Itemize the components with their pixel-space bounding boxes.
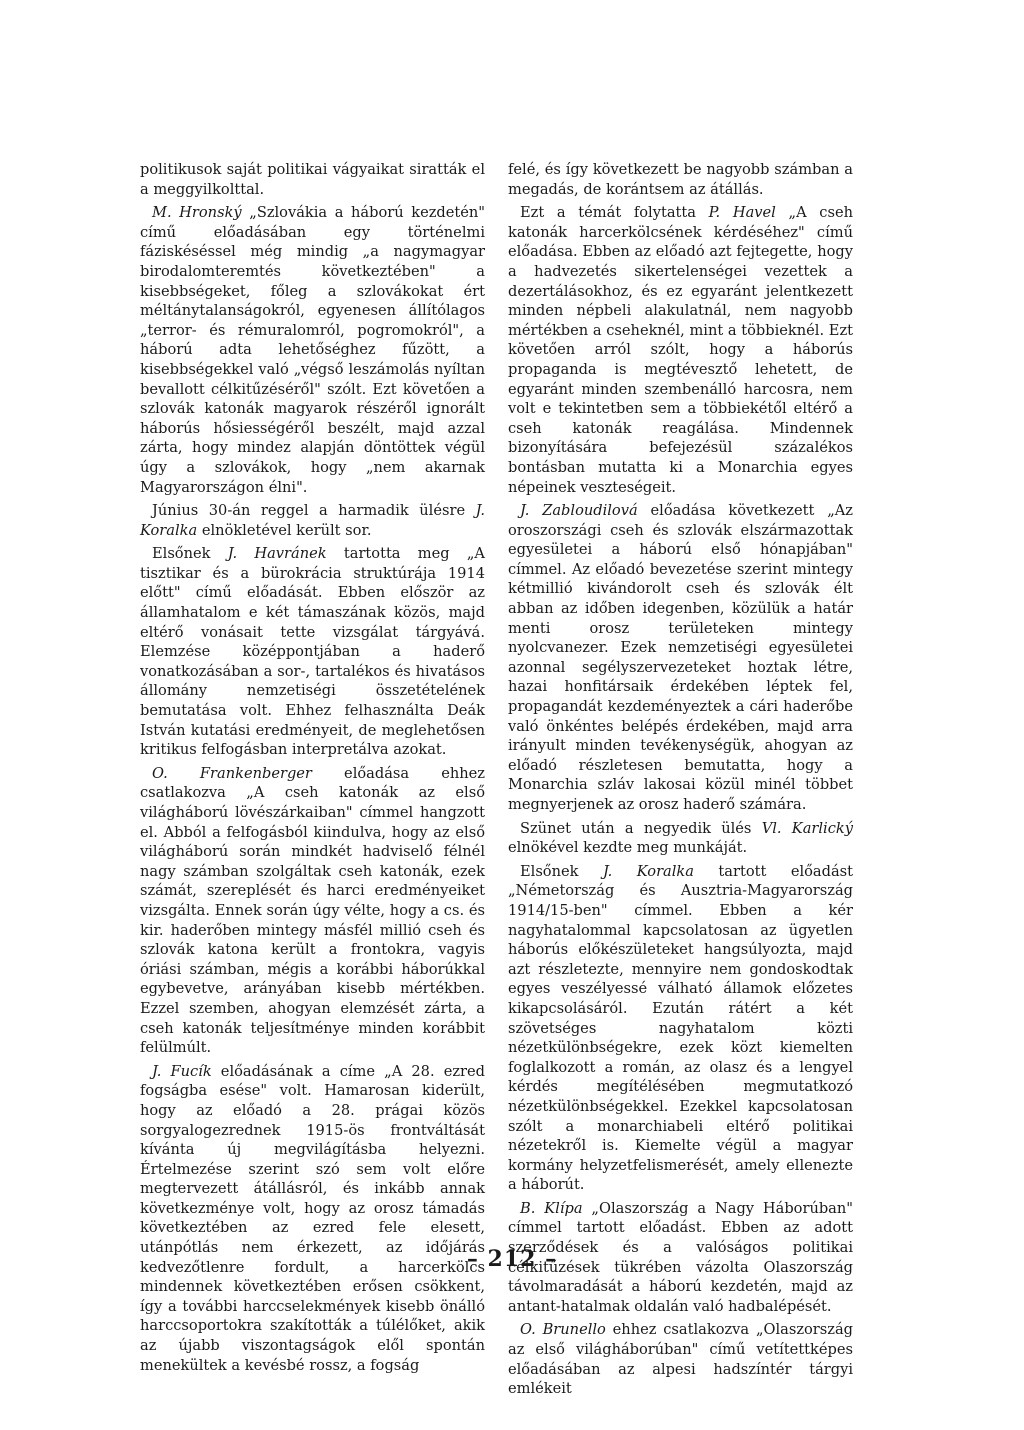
paragraph (140, 203, 485, 497)
paragraph-text: „Olaszország a Nagy Háborúban" címmel tartott előadást. Ebben az adott szerződések és a valóságos politikai célkitűzések tükrében vázolta Olaszország távolmaradását a háború kezdetén, majd az antant-hatalmak oldalán való hadbalépését. (508, 1199, 853, 1315)
paragraph (508, 160, 853, 199)
paragraph (140, 764, 485, 1058)
paragraph-text: elnökével kezdte meg munkáját. (508, 839, 748, 857)
paragraph-text: felé, és így következett be nagyobb számban a megadás, de korántsem az átállás. (508, 161, 853, 198)
author-name: O. Brunello (520, 1321, 606, 1339)
paragraph-text: ehhez csatlakozva „Olaszország az első világháborúban" című vetítettképes előadásában az alpesi hadszíntér tárgyi emlékeit (508, 1321, 853, 1398)
author-name: B. Klípa (520, 1199, 583, 1217)
left-column (140, 160, 485, 1379)
paragraph (140, 544, 485, 760)
paragraph-text: Elsőnek (520, 862, 603, 880)
paragraph-text: Elsőnek (152, 545, 228, 563)
paragraph-text: Szünet után a negyedik ülés (520, 819, 762, 837)
paragraph (140, 160, 485, 199)
paragraph-text: előadása következett „Az oroszországi cseh és szlovák elszármazottak egyesületei a háború első hónapjában" címmel. Az előadó bevezetése szerint mintegy kétmillió kivándorolt cseh és szlovák élt abban az időben idegenben, közülük a határ menti orosz területeken mintegy nyolcvanezer. Ezek nemzetiségi egyesületei azonnal segélyszervezeteket hoztak létre, hazai honfitársaik érdekében léptek fel, propagandát kezdeményeztek a cári haderőbe való önkéntes belépés érdekében, majd arra irányult minden tevékenységük, ahogyan az előadó részletesen bemutatta, hogy a Monarchia szláv lakosai közül minél többet megnyerjenek az orosz haderő számára. (508, 502, 853, 813)
author-name: J. Koralka (602, 862, 694, 880)
paragraph-text: „Szlovákia a háború kezdetén" című előadásában egy történelmi fáziskéséssel még mindig „a nagymagyar birodalomteremtés következtében" a kisebbségeket, főleg a szlovákokat ért méltánytalanságokról, egyenesen állítólagos „terror- és rémuralomról, pogromokról", a háború adta lehetőséghez fűzött, a kisebbségekkel való „végső leszámolás nyíltan bevallott célkitűzéséről" szólt. Ezt követően a szlovák katonák magyarok részéről ignorált háborús hősiességéről beszélt, majd azzal zárta, hogy mindez alapján döntöttek végül úgy a szlovákok, hogy „nem akarnak Magyarországon élni". (140, 204, 485, 496)
paragraph-text: elnökletével került sor. (197, 521, 372, 539)
paragraph (508, 1320, 853, 1398)
paragraph (508, 862, 853, 1195)
paragraph (508, 819, 853, 858)
author-name: J. Fucík (152, 1062, 212, 1080)
paragraph-text: előadása ehhez csatlakozva „A cseh katonák az első világháború lövészárkaiban" címmel hangzott el. Abból a felfogásból kiindulva, hogy az első világháború során mindkét hadviselő félnél nagy számban szolgáltak cseh katonák, ezek számát, szereplését és harci eredményeiket vizsgálta. Ennek során úgy vélte, hogy a cs. és kir. haderőben mintegy másfél millió cseh és szlovák katona került a frontokra, vagyis óriási számban, mégis a korábbi háborúkkal egybevetve, arányában kisebb mértékben. Ezzel szemben, ahogyan elemzését zárta, a cseh katonák teljesítménye minden korábbit felülmúlt. (140, 764, 485, 1057)
paragraph-text: Ezt a témát folytatta (520, 204, 709, 222)
paragraph (508, 203, 853, 497)
paragraph (140, 1062, 485, 1376)
paragraph-text: tartott előadást „Németország és Ausztria-Magyarország 1914/15-ben" címmel. Ebben a kér nagyhatalommal kapcsolatosan az ügyetlen háborús előkészületeket hangsúlyozta, majd azt részletezte, mennyire nem gondoskodtak egyes veszélyessé válható államok előzetes kikapcsolásáról. Ezután rátért a két szövetséges nagyhatalom közti nézetkülönbségekre, ezek közt kiemelten foglalkozott a román, az olasz és a lengyel kérdés megítélésében megmutatkozó nézetkülönbségekkel. Ezekkel kapcsolatosan szólt a monarchiabeli eltérő politikai nézetekről is. Kiemelte végül a magyar kormány helyzetfelismerését, amely ellenezte a háborút. (508, 862, 854, 1194)
author-name: M. Hronský (152, 204, 242, 222)
paragraph-text: előadásának a címe „A 28. ezred fogságba esése" volt. Hamarosan kiderült, hogy az előadó a 28. prágai közös sorgyalogezrednek 1915-ös frontváltását kívánta új megvilágításba helyezni. Értelmezése szerint szó sem volt előre megtervezett átállásról, és inkább annak következménye volt, hogy az orosz támadás következtében az ezred fele elesett, utánpótlás nem érkezett, az időjárás kedvezőtlenre fordult, a harcerkölcs mindennek következtében erősen csökkent, így a további harccselekmények kisebb önálló harccsoportokra szakították a túlélőket, akik az újabb viszontagságok elől spontán menekültek a kevésbé rossz, a fogság (140, 1062, 485, 1374)
page-number: – 212 – (466, 1246, 558, 1272)
paragraph-text: politikusok saját politikai vágyaikat siratták el a meggyilkolttal. (140, 161, 485, 198)
paragraph (140, 501, 485, 540)
author-name: O. Frankenberger (152, 764, 312, 782)
paragraph-text: „A cseh katonák harcerkölcsének kérdéséhez" című előadása. Ebben az előadó azt fejtegette, hogy a hadvezetés sikertelenségei vezettek a dezertálásokhoz, és ez egyaránt jelentkezett minden népbeli alakulatnál, nem nagyobb mértékben a cseheknél, mint a többieknél. Ezt követően arról szólt, hogy a háborús propaganda is megtévesztő lehetett, de egyaránt minden szembenálló harcosra, nem volt e tekintetben sem a többiekétől eltérő a cseh katonák reagálása. Mindennek bizonyítására befejezésül százalékos bontásban mutatta ki a Monarchia egyes népeinek veszteségeit. (508, 204, 853, 496)
paragraph-text: tartotta meg „A tisztikar és a bürokrácia struktúrája 1914 előtt" című előadását. Ebben először az államhatalom e két támaszának közös, majd eltérő vonásait tette vizsgálat tárgyává. Elemzése középpontjában a haderő vonatkozásában a sor-, tartalékos és hivatásos állomány nemzetiségi összetételének bemutatása volt. Ehhez felhasználta Deák István kutatási eredményeit, de meglehetősen kritikus felfogásban interpretálva azokat. (140, 545, 485, 759)
author-name: J. Zabloudilová (520, 502, 638, 520)
right-column (508, 160, 853, 1403)
author-name: J. Koralka (140, 502, 485, 539)
author-name: P. Havel (708, 204, 776, 222)
author-name: J. Havránek (227, 545, 327, 563)
paragraph (508, 501, 853, 815)
paragraph-text: Június 30-án reggel a harmadik ülésre (152, 502, 476, 520)
author-name: Vl. Karlický (761, 819, 853, 837)
